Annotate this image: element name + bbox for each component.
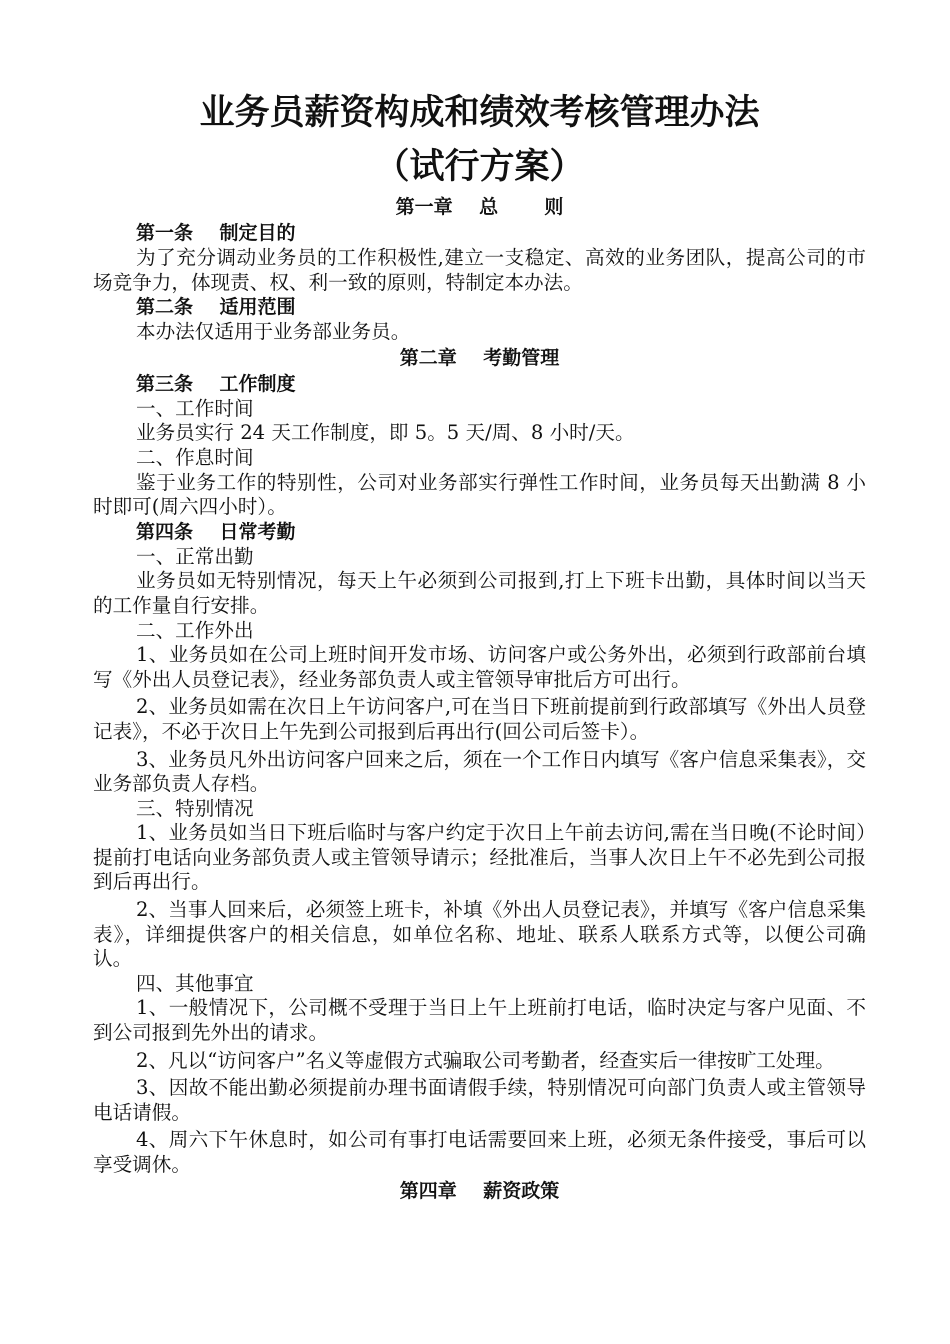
article-heading-3: 第三条 工作制度 [136, 372, 296, 395]
paragraph: 1、一般情况下，公司概不受理于当日上午上班前打电话，临时决定与客户见面、不到公司报到先外出的请求。 [93, 996, 866, 1045]
paragraph: 业务员如无特别情况，每天上午必须到公司报到,打上下班卡出勤，具体时间以当天的工作量自行安排。 [93, 569, 866, 617]
section-heading: 一、正常出勤 [136, 544, 254, 568]
paragraph: 3、业务员凡外出访问客户回来之后，须在一个工作日内填写《客户信息采集表》，交业务部负责人存档。 [93, 747, 866, 796]
article-heading-4: 第四条 日常考勤 [136, 520, 296, 543]
document-title: 业务员薪资构成和绩效考核管理办法 [199, 93, 760, 133]
section-heading: 三、特别情况 [136, 796, 254, 820]
section-heading: 四、其他事宜 [136, 971, 254, 995]
paragraph-purpose: 为了充分调动业务员的工作积极性,建立一支稳定、高效的业务团队，提高公司的市场竞争力，体现责、权、利一致的原则，特制定本办法。 [93, 246, 866, 294]
chapter-heading-4: 第四章 薪资政策 [399, 1179, 560, 1202]
paragraph: 业务员实行 24 天工作制度，即 5。5 天/周、8 小时/天。 [136, 421, 635, 445]
document-subtitle: （试行方案） [374, 147, 585, 187]
article-heading-1: 第一条 制定目的 [136, 222, 296, 244]
chapter-heading-1: 第一章 总 则 [395, 196, 564, 218]
paragraph: 鉴于业务工作的特别性，公司对业务部实行弹性工作时间，业务员每天出勤满 8 小时即可(周六四小时）。 [93, 470, 866, 519]
section-heading: 二、工作外出 [136, 618, 254, 642]
paragraph: 1、业务员如当日下班后临时与客户约定于次日上午前去访问,需在当日晚(不论时间）提前打电话向业务部负责人或主管领导请示；经批准后，当事人次日上午不必先到公司报到后再出行。 [93, 821, 866, 894]
section-heading: 二、作息时间 [136, 445, 254, 469]
paragraph: 2、凡以“访问客户”名义等虚假方式骗取公司考勤者，经查实后一律按旷工处理。 [136, 1048, 835, 1072]
article-heading-2: 第二条 适用范围 [136, 296, 296, 319]
paragraph: 2、当事人回来后，必须签上班卡，补填《外出人员登记表》，并填写《客户信息采集表》，详细提供客户的相关信息，如单位名称、地址、联系人联系方式等，以便公司确认。 [93, 898, 866, 971]
paragraph: 1、业务员如在公司上班时间开发市场、访问客户或公务外出，必须到行政部前台填写《外出人员登记表》，经业务部负责人或主管领导审批后方可出行。 [93, 643, 866, 691]
paragraph: 4、周六下午休息时，如公司有事打电话需要回来上班，必须无条件接受，事后可以享受调休。 [93, 1128, 866, 1176]
section-heading: 一、工作时间 [136, 396, 254, 420]
paragraph-scope: 本办法仅适用于业务部业务员。 [136, 320, 411, 344]
paragraph: 3、因故不能出勤必须提前办理书面请假手续，特别情况可向部门负责人或主管领导电话请假。 [93, 1076, 866, 1124]
paragraph: 2、业务员如需在次日上午访问客户,可在当日下班前提前到行政部填写《外出人员登记表》，不必于次日上午先到公司报到后再出行(回公司后签卡）。 [93, 695, 866, 743]
chapter-heading-2: 第二章 考勤管理 [399, 346, 560, 369]
